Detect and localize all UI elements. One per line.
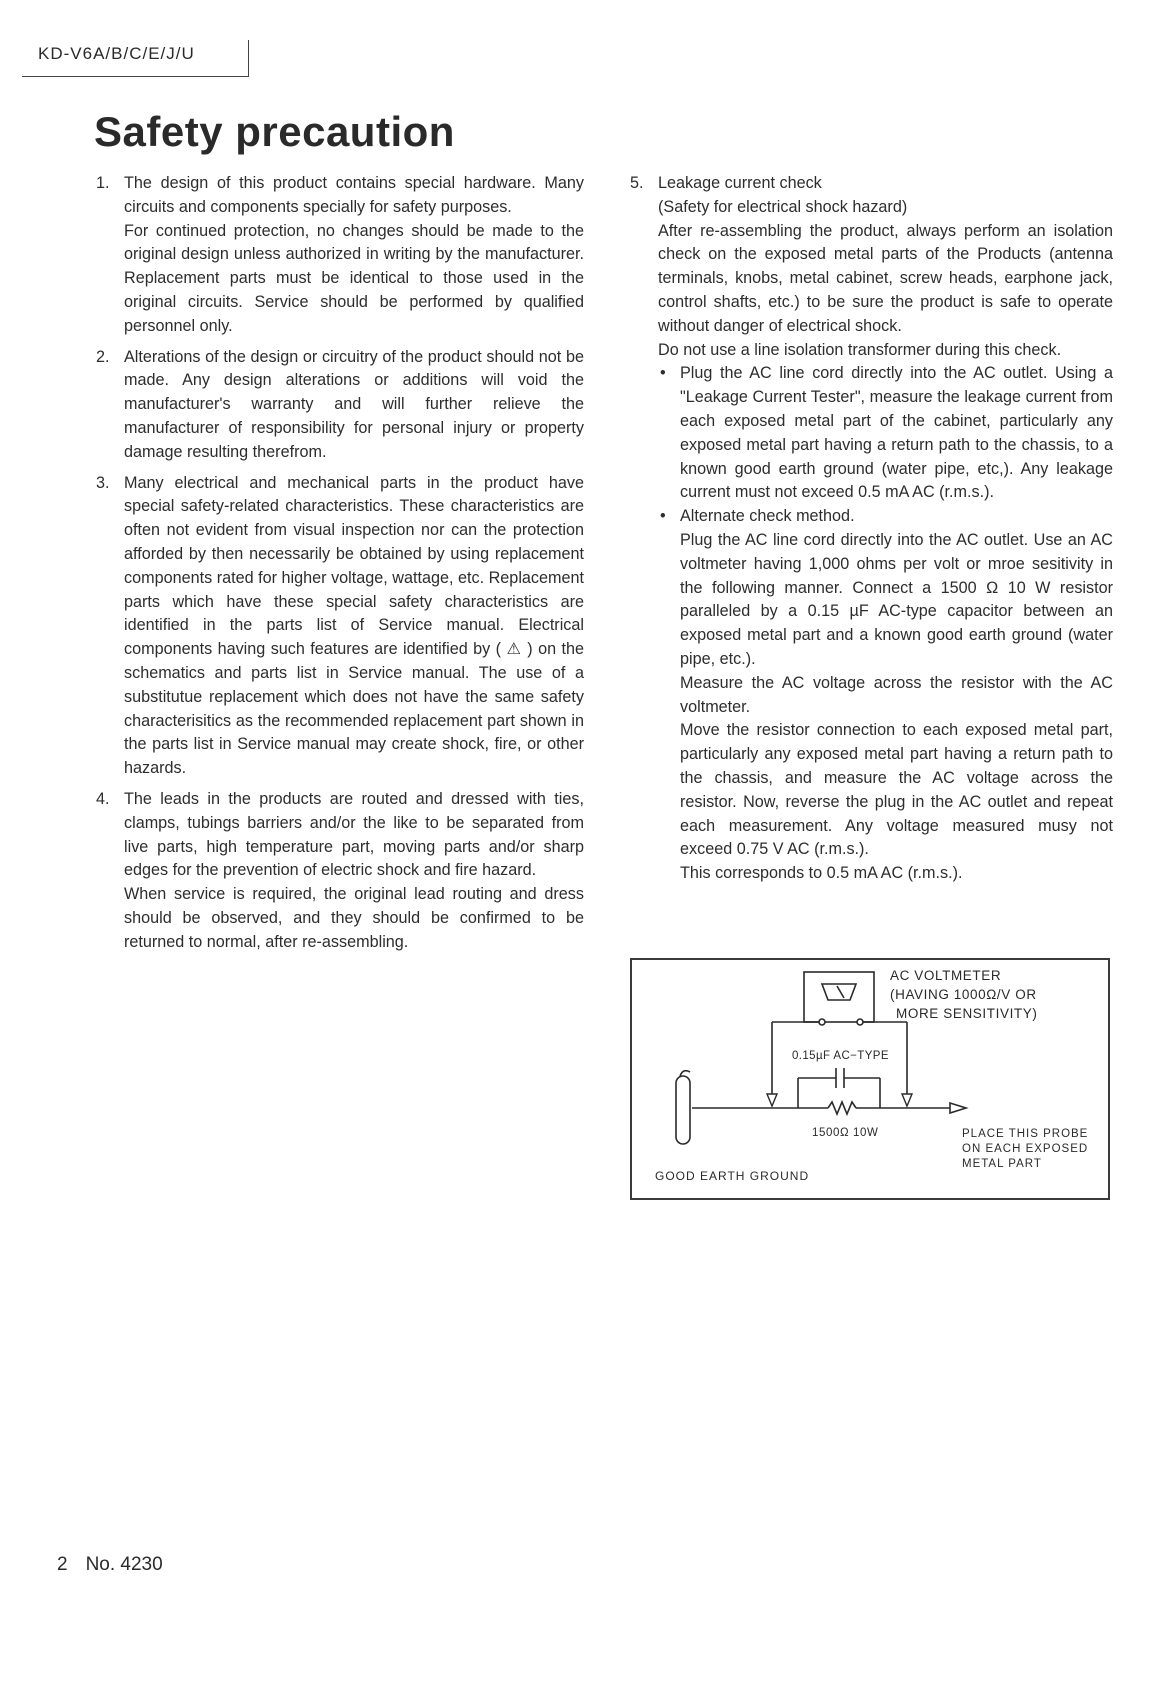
item-paragraph: The leads in the products are routed and dressed with ties, clamps, tubings barriers and/or the like to be separated from live parts, high temperature part, moving parts and/or sharp edges for the prevention of electric shock and fire hazard. <box>124 789 584 880</box>
header-rule <box>22 76 249 77</box>
ground-pipe-icon <box>676 1076 690 1144</box>
item-paragraph: Many electrical and mechanical parts in the product have special safety-related characteristics. These characteristics are often not evident from visual inspection nor can the protection afforded by then necessarily be obtained by using replacement components rated for higher voltage, wattage, etc. Replacement parts which have these special safety characteristics are identified in the parts list of Service manual. Electrical components having such features are identified by ( ⚠ ) on the schematics and parts list in Service manual. The use of a substitutue replacement which does not have the same safety characterisitics as the recommended replacement part shown in the parts list in Service manual may create shock, fire, or other hazards. <box>124 473 584 778</box>
voltmeter-label: (HAVING 1000Ω/V OR <box>890 987 1037 1002</box>
bullet-paragraph: Plug the AC line cord directly into the AC outlet. Use an AC voltmeter having 1,000 ohms per volt or mroe sesitivity in the following manner. Connect a 1500 Ω 10 W resistor paralleled by a 0.15 µF AC-type capacitor between an exposed metal part and a known good earth ground (water pipe, etc.). <box>680 530 1113 668</box>
probe-label: PLACE THIS PROBE <box>962 1128 1089 1140</box>
item-number: 4. <box>96 789 110 808</box>
ground-label: GOOD EARTH GROUND <box>655 1169 810 1183</box>
voltmeter-needle <box>837 986 844 998</box>
voltmeter-label: AC VOLTMETER <box>890 968 1002 983</box>
item-number: 2. <box>96 347 110 366</box>
page-footer <box>57 1554 163 1576</box>
item-paragraph: The design of this product contains special hardware. Many circuits and components specially for safety purposes. <box>124 174 584 216</box>
bullet-paragraph: This corresponds to 0.5 mA AC (r.m.s.). <box>680 864 963 883</box>
precaution-item-1 <box>96 172 584 339</box>
page-title: Safety precaution <box>94 108 455 155</box>
bullet-icon: • <box>660 507 666 526</box>
item-paragraph: For continued protection, no changes should be made to the original design unless authorized in writing by the manufacturer. Replacement parts must be identical to those used in the original circuits. Service should be performed by qualified personnel only. <box>124 221 584 335</box>
item-note: Do not use a line isolation transformer during this check. <box>658 340 1062 359</box>
item-paragraph: After re-assembling the product, always perform an isolation check on the exposed metal parts of the Products (antenna terminals, knobs, metal cabinet, screw heads, earphone jack, control shafts, etc.) to be sure the product is safe to operate without danger of electrical shock. <box>658 221 1113 335</box>
voltmeter-meter-icon <box>822 984 856 1000</box>
bullet-item-2 <box>658 505 1113 886</box>
terminal-right-icon <box>857 1019 863 1025</box>
probe-icon <box>950 1103 966 1113</box>
terminal-left-icon <box>819 1019 825 1025</box>
bullet-title: Alternate check method. <box>680 507 855 526</box>
voltmeter-label: MORE SENSITIVITY) <box>896 1006 1038 1021</box>
circuit-svg <box>632 960 1108 1198</box>
item-paragraph: Alterations of the design or circuitry of the product should not be made. Any design alterations or additions will void the manufacturer's warranty and will further relieve the manufacturer of responsibility for personal injury or property damage resulting therefrom. <box>124 347 584 461</box>
precaution-item-5 <box>630 172 1113 886</box>
arrow-down-icon <box>902 1094 912 1106</box>
probe-label: ON EACH EXPOSED <box>962 1143 1089 1155</box>
probe-label: METAL PART <box>962 1158 1042 1170</box>
resistor-icon <box>828 1102 856 1114</box>
item-heading: Leakage current check <box>658 174 822 192</box>
bullet-icon: • <box>660 364 666 383</box>
precaution-item-3 <box>96 472 584 781</box>
item-number: 3. <box>96 473 110 492</box>
arrow-down-icon <box>767 1094 777 1106</box>
item-paragraph: When service is required, the original lead routing and dress should be observed, and they should be confirmed to be returned to normal, after re-assembling. <box>124 885 584 951</box>
bullet-paragraph: Measure the AC voltage across the resistor with the AC voltmeter. <box>680 673 1113 716</box>
page-number: 2 <box>57 1554 68 1575</box>
bullet-item-1 <box>658 362 1113 505</box>
document-number: No. 4230 <box>85 1554 163 1575</box>
resistor-label: 1500Ω 10W <box>812 1127 879 1139</box>
capacitor-label: 0.15µF AC−TYPE <box>792 1050 889 1062</box>
item-subheading: (Safety for electrical shock hazard) <box>658 197 908 216</box>
model-number: KD-V6A/B/C/E/J/U <box>38 44 195 63</box>
item-number: 1. <box>96 174 110 192</box>
voltmeter-box <box>804 972 874 1022</box>
right-column <box>630 172 1113 893</box>
left-column <box>96 172 584 962</box>
item-number: 5. <box>630 174 644 192</box>
precaution-item-4 <box>96 788 584 955</box>
leakage-test-diagram <box>630 958 1110 1200</box>
header-rule-vertical <box>248 40 249 77</box>
bullet-paragraph: Plug the AC line cord directly into the AC outlet. Using a "Leakage Current Tester", measure the leakage current from each exposed metal part of the cabinet, particularly any exposed metal part having a return path to the chassis, to a known good earth ground (water pipe, etc,). Any leakage current must not exceed 0.5 mA AC (r.m.s.). <box>680 364 1113 502</box>
bullet-paragraph: Move the resistor connection to each exposed metal part, particularly any exposed metal part having a return path to the chassis, and measure the AC voltage across the resistor. Now, reverse the plug in the AC outlet and repeat each measurement. Any voltage measured musy not exceed 0.75 V AC (r.m.s.). <box>680 721 1113 859</box>
precaution-item-2 <box>96 346 584 465</box>
